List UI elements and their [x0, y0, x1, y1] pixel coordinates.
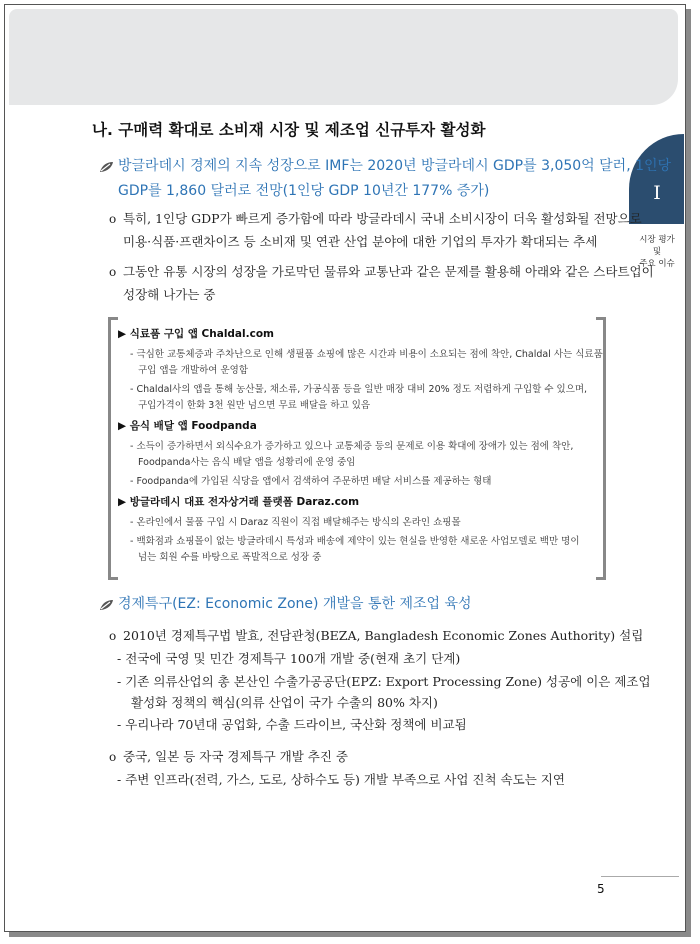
paragraph-line: - 전국에 국영 및 민간 경제특구 100개 개발 중(현재 초기 단계) — [117, 651, 461, 666]
chapter-label-line: 주요 이슈 — [639, 259, 675, 269]
box-bracket-left — [108, 317, 118, 580]
box-item-line: 넘는 회원 수를 바탕으로 폭발적으로 성장 중 — [138, 552, 322, 563]
bullet-marker: o — [109, 750, 117, 764]
leaf-icon — [99, 161, 114, 173]
chapter-label-line: 및 — [652, 247, 662, 257]
subsection-heading: 경제특구(EZ: Economic Zone) 개발을 통한 제조업 육성 — [118, 596, 472, 612]
subsection-heading-line: 방글라데시 경제의 지속 성장으로 IMF는 2020년 방글라데시 GDP를 3,050억 달러, 1인당 — [118, 158, 672, 174]
box-item-line: Foodpanda사는 음식 배달 앱을 성황리에 운영 중임 — [138, 457, 356, 468]
paragraph-line: - 주변 인프라(전력, 가스, 도로, 상하수도 등) 개발 부족으로 사업 진척 속도는 지연 — [117, 772, 565, 787]
box-item-line: 구입가격이 한화 3천 원만 넘으면 무료 배달을 하고 있음 — [138, 400, 371, 411]
footer-rule — [601, 876, 679, 877]
startup-example-box — [108, 317, 606, 574]
box-item-line: - 백화점과 쇼핑몰이 없는 방글라데시 특성과 배송에 제약이 있는 현실을 반영한 새로운 사업모델로 백만 명이 — [130, 536, 580, 547]
chapter-number: I — [653, 182, 661, 204]
bullet-marker: o — [109, 212, 117, 226]
box-item-line: - Foodpanda에 가입된 식당을 앱에서 검색하여 주문하면 배달 서비스를 제공하는 형태 — [130, 476, 492, 487]
paragraph-line: 특히, 1인당 GDP가 빠르게 증가함에 따라 방글라데시 국내 소비시장이 더욱 활성화될 전망으로 — [123, 211, 642, 226]
paragraph-line: 중국, 일본 등 자국 경제특구 개발 추진 중 — [123, 749, 348, 764]
box-item-line: - Chaldal사의 앱을 통해 농산물, 채소류, 가공식품 등을 일반 매장 대비 20% 정도 저렴하게 구입할 수 있으며, — [130, 384, 588, 395]
paragraph-line: 미용·식품·프랜차이즈 등 소비재 및 연관 산업 분야에 대한 기업의 투자가 확대되는 추세 — [123, 234, 598, 249]
header-panel — [9, 9, 678, 105]
subsection-heading-line: GDP를 1,860 달러로 전망(1인당 GDP 10년간 177% 증가) — [118, 183, 490, 199]
box-item-title: ▶ 음식 배달 앱 Foodpanda — [118, 420, 257, 432]
paragraph-line: 2010년 경제특구법 발효, 전담관청(BEZA, Bangladesh Economic Zones Authority) 설립 — [123, 628, 644, 643]
box-item-title: ▶ 식료품 구입 앱 Chaldal.com — [118, 328, 274, 340]
paragraph-line: - 기존 의류산업의 총 본산인 수출가공공단(EPZ: Export Processing Zone) 성공에 이은 제조업 — [117, 674, 651, 689]
bullet-marker: o — [109, 265, 117, 279]
paragraph-line: - 우리나라 70년대 공업화, 수출 드라이브, 국산화 정책에 비교됨 — [117, 717, 467, 732]
page-number: 5 — [597, 882, 605, 896]
box-item-title: ▶ 방글라데시 대표 전자상거래 플랫폼 Daraz.com — [118, 496, 360, 508]
box-item-line: 구입 앱을 개발하여 운영함 — [138, 365, 249, 376]
leaf-icon — [99, 599, 114, 611]
box-item-line: - 온라인에서 물품 구입 시 Daraz 직원이 직접 배달해주는 방식의 온라인 쇼핑몰 — [130, 517, 461, 528]
paragraph-line: 활성화 정책의 핵심(의류 산업이 국가 수출의 80% 차지) — [131, 695, 438, 710]
box-item-line: - 소득이 증가하면서 외식수요가 증가하고 있으나 교통체증 등의 문제로 이용 확대에 장애가 있는 점에 착안, — [130, 441, 574, 452]
chapter-label-line: 시장 평가 — [639, 235, 675, 245]
bullet-marker: o — [109, 629, 117, 643]
section-title: 나. 구매력 확대로 소비재 시장 및 제조업 신규투자 활성화 — [92, 121, 486, 139]
paragraph-line: 성장해 나가는 중 — [123, 287, 216, 302]
paragraph-line: 그동안 유통 시장의 성장을 가로막던 물류와 교통난과 같은 문제를 활용해 아래와 같은 스타트업이 — [123, 264, 654, 279]
box-item-line: - 극심한 교통체증과 주차난으로 인해 생필품 쇼핑에 많은 시간과 비용이 소요되는 점에 착안, Chaldal 사는 식료품 — [130, 349, 603, 360]
